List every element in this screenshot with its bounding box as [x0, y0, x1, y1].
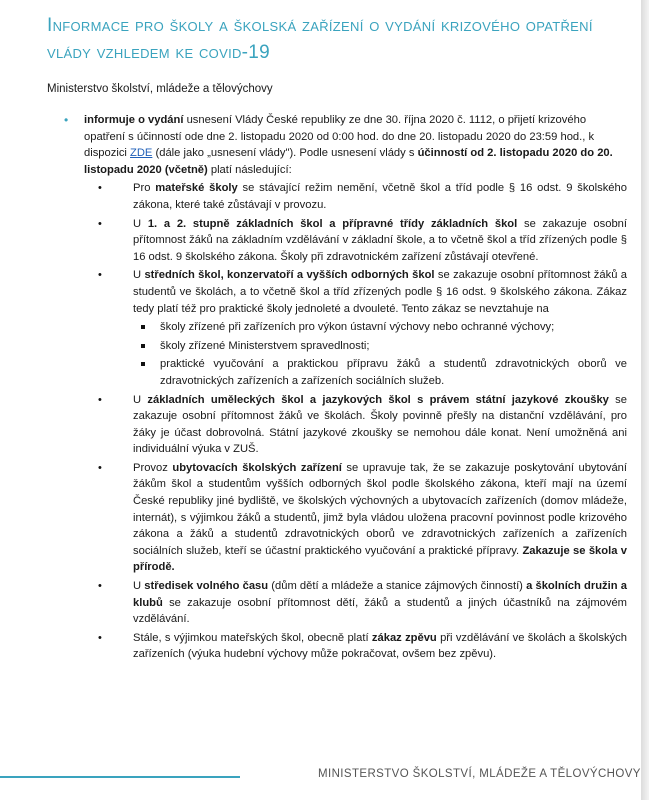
item-text: se zakazuje osobní přítomnost žáků a studentů ve školách, a to včetně škol a tříd zřízených podle § 16 odst. 9 školského zákona. Zákaz tedy platí též pro praktické školy jednoleté a dvouleté. Tento zákaz se nevztahuje na	[133, 269, 628, 315]
item-bold: zákaz zpěvu	[371, 631, 437, 644]
item-text: se stávající režim nemění, včetně škol a tříd podle § 16 odst. 9 školského zákona, které také zůstávají v provozu.	[133, 182, 627, 211]
item-text: U	[133, 269, 145, 282]
list-item-ubytovaci	[84, 460, 627, 576]
bullet-dot-icon: •	[98, 580, 102, 593]
document-body	[47, 112, 627, 663]
item-text: se zakazuje osobní přítomnost žáků ve školách. Školy povinně přešly na distanční vzdělávání, pro žáky je účast dobrovolná. Státní jazykové zkoušky se nemohou dále konat. Není umožněná ani individuální výuka v ZUŠ.	[133, 393, 627, 456]
zde-link[interactable]: ZDE	[130, 147, 153, 160]
intro-paragraph	[84, 112, 627, 178]
list-item-svc	[84, 578, 627, 628]
sub-item	[133, 356, 627, 389]
intro-bold-dates: účinností od 2. listopadu 2020 do 20. listopadu 2020 (včetně)	[84, 147, 613, 176]
item-bold: ubytovacích školských zařízení	[172, 461, 342, 474]
list-item-materske	[84, 180, 627, 213]
item-bold: a školních družin a klubů	[133, 580, 627, 609]
bullet-dot-icon: •	[98, 182, 102, 195]
item-text: U	[133, 217, 148, 230]
document-title: Informace pro školy a školská zařízení o vydání krizového opatření vlády vzhledem ke covid-19	[47, 15, 593, 63]
item-text: se zakazuje osobní přítomnost dětí, žáků a studentů a jiných účastníků na zájmovém vzdělávání.	[133, 596, 627, 626]
sub-item	[133, 338, 627, 355]
page-edge	[641, 0, 649, 800]
intro-text-1: usnesení Vlády České republiky ze dne 30. října 2020 č. 1112, o přijetí krizového opatření s účinností ode dne 2. listopadu 2020 od 0:00 hod. do dne 20. listopadu 2020 do 23:59 hod., k dispozici	[84, 114, 595, 160]
square-bullet-icon	[141, 325, 145, 329]
list-item-stredni	[84, 267, 627, 389]
sub-item-text: praktické vyučování a praktickou přípravu žáků a studentů zdravotnických oborů ve zdravotnických zařízeních a zařízeních sociálních služeb.	[160, 358, 627, 387]
item-text: Pro	[133, 182, 156, 195]
list-item-zus	[84, 392, 627, 458]
author-line: Ministerstvo školství, mládeže a tělovýchovy	[47, 83, 273, 95]
item-text: U	[133, 580, 145, 593]
item-text: se upravuje tak, že se zakazuje poskytování ubytování žákům škol a studentům vyšších odborných škol podle školského zákona, kteří mají na území České republiky jiné bydliště, ve školských výchovných a ubytovacích zařízeních (domov mládeže, internát), s výjimkou žáků a studentů, jimž byla vládou uložena pracovní povinnost podle krizového zákona a žáků a studentů zdravotnických oborů ve zdravotnických zařízeních a zařízeních sociálních služeb, kteří se účastní praktického vyučování a praktické přípravy.	[133, 461, 627, 557]
intro-bullet	[47, 112, 627, 663]
item-text: při vzdělávání ve školách a školských zařízeních (výuka hudební výchovy může pokračovat, ovšem bez zpěvu).	[133, 631, 627, 661]
item-text: Provoz	[133, 461, 173, 474]
sub-item-text: školy zřízené při zařízeních pro výkon ústavní výchovy nebo ochranné výchovy;	[160, 321, 555, 334]
item-bold: středisek volného času	[144, 580, 269, 593]
bullet-dot-icon: •	[98, 461, 102, 474]
square-bullet-icon	[141, 344, 145, 348]
footer-divider	[0, 776, 240, 778]
intro-bold-lead: informuje o vydání	[84, 114, 184, 126]
item-bold: středních škol, konzervatoří a vyšších odborných škol	[144, 269, 435, 282]
item-bold: mateřské školy	[155, 182, 238, 195]
list-item-zpev	[84, 630, 627, 663]
intro-text-2: (dále jako „usnesení vlády"). Podle usnesení vlády s	[152, 147, 418, 160]
bullet-dot-icon: •	[64, 113, 69, 127]
bullet-dot-icon: •	[98, 217, 102, 230]
sub-item-text: školy zřízené Ministerstvem spravedlnosti;	[160, 339, 370, 352]
item-text: se zakazuje osobní přítomnost žáků na základním vzdělávání v základní škole, a to včetně škol a tříd zřízených podle § 16 odst. 9 školského zákona. Školy při zdravotnickém zařízení zůstávají otevřené.	[133, 217, 627, 263]
footer-text: MINISTERSTVO ŠKOLSTVÍ, MLÁDEŽE A TĚLOVÝCHOVY	[318, 768, 641, 780]
item-text: (dům dětí a mládeže a stanice zájmových činností)	[268, 580, 527, 593]
sub-item	[133, 319, 627, 336]
item-text: U	[133, 393, 148, 406]
bullet-dot-icon: •	[98, 631, 102, 644]
list-item-zakladni	[84, 216, 627, 266]
item-bold: základních uměleckých škol a jazykových škol s právem státní jazykové zkoušky	[147, 393, 609, 406]
item-bold: Zakazuje se škola v přírodě.	[133, 544, 627, 574]
bullet-dot-icon: •	[98, 269, 102, 282]
item-bold: 1. a 2. stupně základních škol a přípravné třídy základních škol	[147, 217, 518, 230]
item-text: Stále, s výjimkou mateřských škol, obecně platí	[133, 631, 372, 644]
square-bullet-icon	[141, 362, 145, 366]
intro-text-3: platí následující:	[207, 163, 292, 176]
bullet-dot-icon: •	[98, 393, 102, 406]
